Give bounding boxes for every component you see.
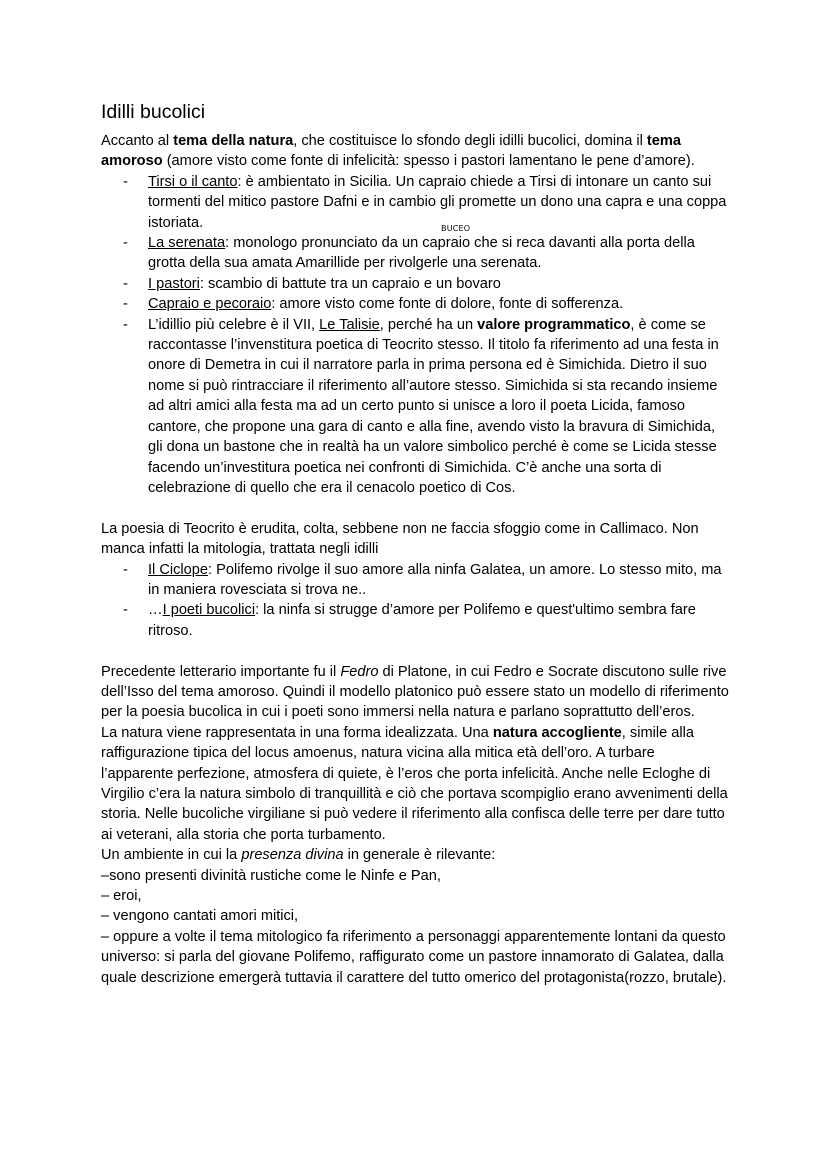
list-item: - L’idillio più celebre è il VII, Le Talisie, perché ha un valore programmatico, è come se raccontasse l’invenstitura poetica di Teocrito stesso. Il titolo fa riferimento ad una festa in onore di Demetra in cui il narratore parla in prima persona ed è Simichida. Dietro il suo nome si può rintracciare il riferimento all’autore stesso. Simichida si sta recando insieme ad altri amici alla festa ma ad un certo punto si unisce a loro il poeta Licida, famoso cantore, che propone una gara di canto e alla fine, avendo visto la bravura di Simichida, gli dona un bastone che in realtà ha un valore simbolico perché è come se Licida stesse facendo un’investitura poetica nei confronti di Simichida. C’è anche una sorta di celebrazione di quello che era il cenacolo poetico di Cos. [123,316,719,496]
intro-paragraph: Accanto al tema della natura, che costituisce lo sfondo degli idilli bucolici, domina il tema amoroso (amore visto come fonte di infelicità: spesso i pastori lamentano le pene d’amore). [101,133,695,170]
list-item: - Il Ciclope: Polifemo rivolge il suo amore alla ninfa Galatea, un amore. Lo stesso mito, ma in maniera rovesciata si trova ne.. [123,561,722,598]
idilli-list [101,172,731,499]
document-body [101,99,731,988]
list-item: - La serenata: monologo pronunciato da un capraio che si reca davanti alla porta della grotta della sua amata Amarillide per rivolgerle una serenata. [123,235,695,272]
dash-line: –sono presenti divinità rustiche come le Ninfe e Pan, [101,867,441,884]
list-item: - Capraio e pecoraio: amore visto come fonte di dolore, fonte di sofferenza. [123,296,624,313]
handwritten-note: BUCEO [441,224,471,233]
presenza-divina-paragraph: Un ambiente in cui la presenza divina in generale è rilevante: [101,847,496,864]
mitologia-paragraph: La poesia di Teocrito è erudita, colta, sebbene non ne faccia sfoggio come in Callimaco. Non manca infatti la mitologia, trattata negli idilli [101,520,699,558]
dash-line: – eroi, [101,888,142,904]
mitologia-list [101,560,731,642]
list-item: - Tirsi o il canto: è ambientato in Sicilia. Un capraio chiede a Tirsi di intonare un canto sui tormenti del mitico pastore Dafni e in cambio gli promette un dono una capra e una coppa istoriata. [123,173,727,231]
dash-line: – oppure a volte il tema mitologico fa riferimento a personaggi apparentemente lontani da questo universo: si parla del giovane Polifemo, raffigurato come un pastore innamorato di Galatea, dalla quale descrizione emergerà tuttavia il carattere del tutto omerico del protagonista(rozzo, brutale). [101,928,727,986]
list-item: - I pastori: scambio di battute tra un capraio e un bovaro [123,275,501,292]
natura-paragraph: La natura viene rappresentata in una forma idealizzata. Una natura accogliente, simile alla raffigurazione tipica del locus amoenus, natura vicina alla mitica età dell’oro. A turbare l’apparente perfezione, atmosfera di quiete, è l’eros che porta infelicità. Anche nelle Ecloghe di Virgilio c’era la natura simbolo di tranquillità e ciò che portava scompiglio erano avvenimenti della storia. Nelle bucoliche virgiliane si può vedere il riferimento alla confisca delle terre per dare tutto ai veterani, alla storia che porta turbamento. [101,724,728,843]
dash-line: – vengono cantati amori mitici, [101,908,299,925]
list-item: - …I poeti bucolici: la ninfa si strugge d’amore per Polifemo e quest'ultimo sembra fare ritroso. [123,602,696,639]
page-title: Idilli bucolici [101,101,206,123]
fedro-paragraph: Precedente letterario importante fu il Fedro di Platone, in cui Fedro e Socrate discutono sulle rive dell’Isso del tema amoroso. Quindi il modello platonico può essere stato un modello di riferimento per la poesia bucolica in cui i poeti sono immersi nella natura e parlano soprattutto dell’eros. [101,663,729,721]
